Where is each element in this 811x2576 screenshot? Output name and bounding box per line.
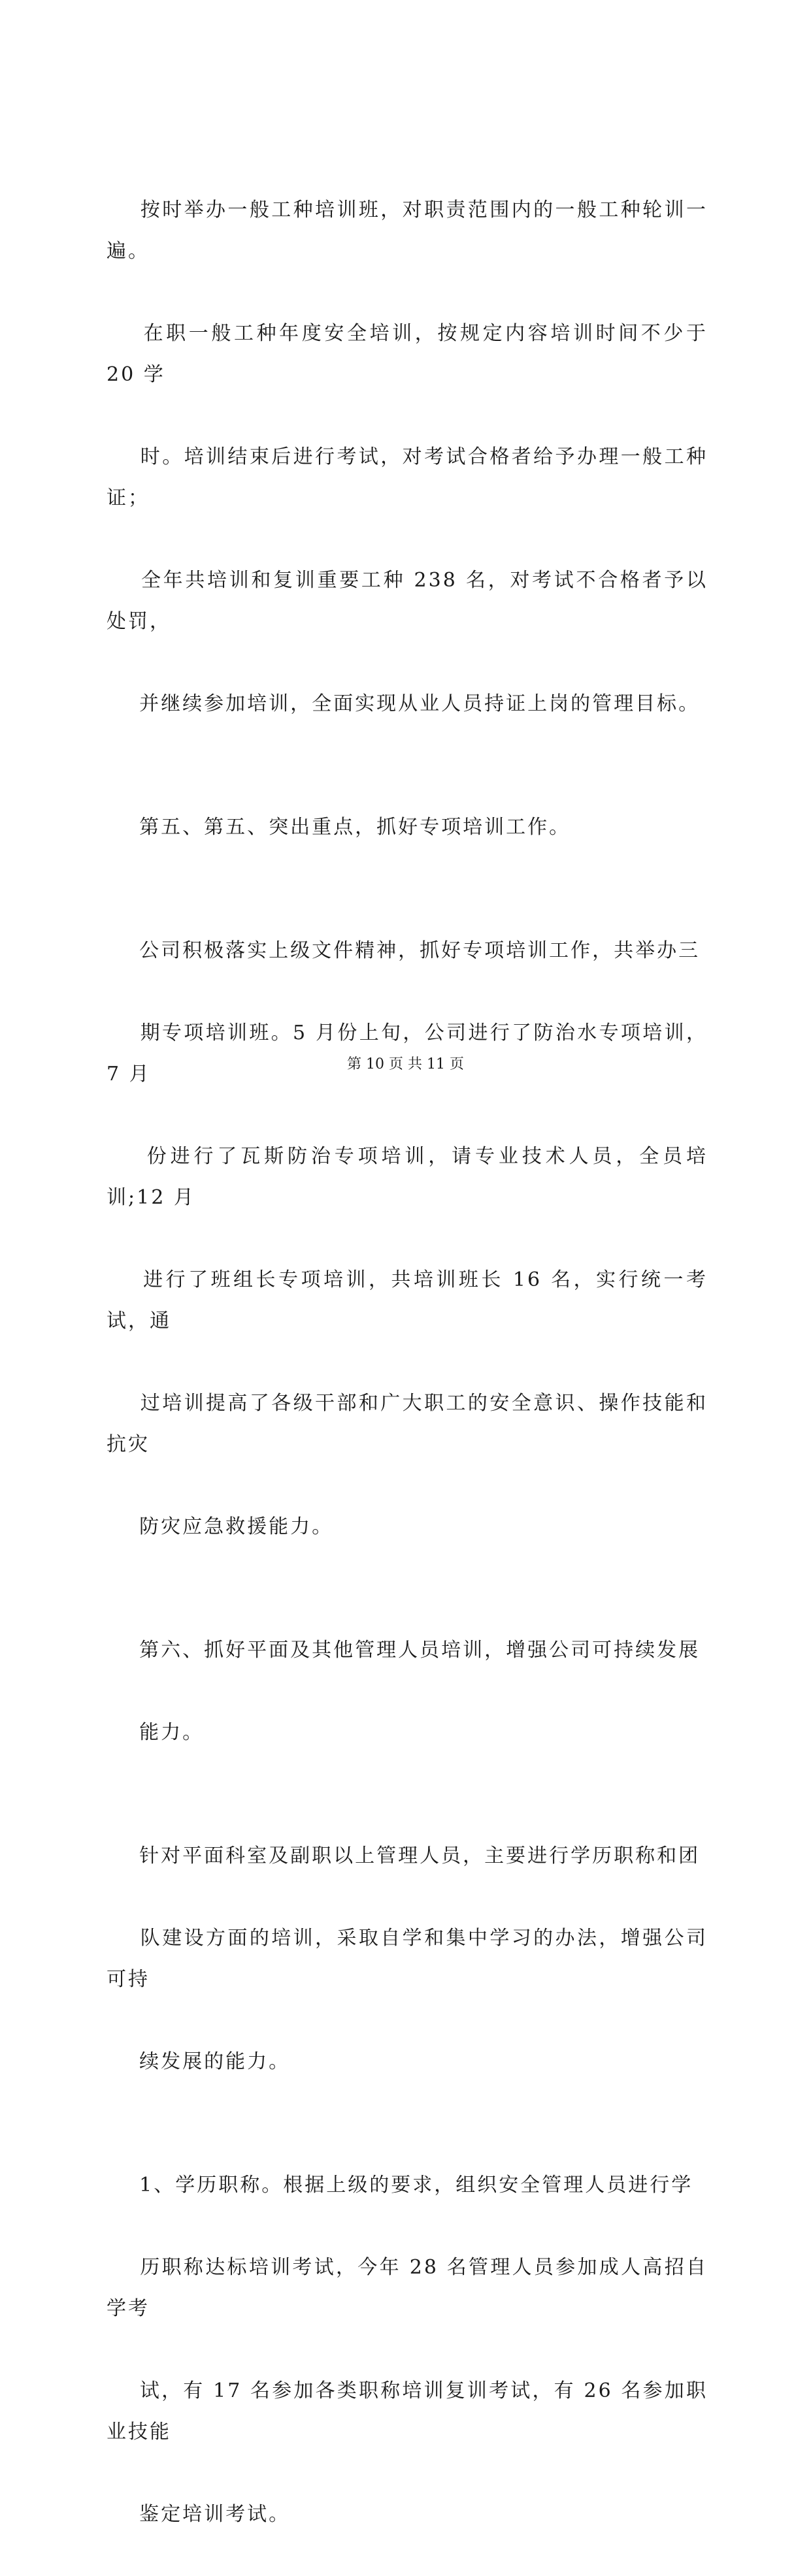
paragraph-1 — [107, 148, 716, 765]
paragraph-line: 时。培训结束后进行考试，对考试合格者给予办理一般工种证； — [107, 445, 708, 509]
heading-section-6 — [107, 1588, 708, 1794]
paragraph-line: 份进行了瓦斯防治专项培训，请专业技术人员，全员培训;12 月 — [107, 1145, 708, 1209]
paragraph-line: 针对平面科室及副职以上管理人员，主要进行学历职称和团 — [139, 1844, 701, 1867]
paragraph-line: 并继续参加培训，全面实现从业人员持证上岗的管理目标。 — [139, 692, 701, 715]
paragraph-line: 在职一般工种年度安全培训，按规定内容培训时间不少于 20 学 — [107, 322, 716, 386]
paragraph-line: 全年共培训和复训重要工种 238 名，对考试不合格者予以处罚， — [107, 569, 708, 633]
paragraph-line: 第五、第五、突出重点，抓好专项培训工作。 — [139, 816, 571, 839]
paragraph-special-training — [107, 889, 708, 1588]
heading-section-5 — [107, 765, 708, 889]
paragraph-line: 1、学历职称。根据上级的要求，组织安全管理人员进行学 — [139, 2174, 693, 2197]
paragraph-line: 能力。 — [139, 1721, 205, 1744]
paragraph-management-training — [107, 1794, 708, 2123]
paragraph-line: 公司积极落实上级文件精神，抓好专项培训工作，共举办三 — [139, 939, 701, 962]
paragraph-line: 历职称达标培训考试，今年 28 名管理人员参加成人高招自学考 — [107, 2256, 708, 2320]
paragraph-line: 按时举办一般工种培训班，对职责范围内的一般工种轮训一遍。 — [107, 199, 708, 263]
paragraph-line: 鉴定培训考试。 — [139, 2503, 291, 2526]
paragraph-education-titles — [107, 2123, 708, 2576]
paragraph-line: 期专项培训班。5 月份上旬，公司进行了防治水专项培训，7 月 — [107, 1022, 708, 1086]
paragraph-line: 过培训提高了各级干部和广大职工的安全意识、操作技能和抗灾 — [107, 1392, 708, 1456]
paragraph-line: 队建设方面的培训，采取自学和集中学习的办法，增强公司可持 — [107, 1927, 708, 1991]
paragraph-line: 进行了班组长专项培训，共培训班长 16 名，实行统一考试，通 — [107, 1268, 708, 1332]
paragraph-line: 第六、抓好平面及其他管理人员培训，增强公司可持续发展 — [139, 1639, 701, 1662]
paragraph-line: 续发展的能力。 — [139, 2050, 291, 2073]
paragraph-line: 试，有 17 名参加各类职称培训复训考试，有 26 名参加职业技能 — [107, 2379, 708, 2443]
paragraph-line: 防灾应急救援能力。 — [139, 1515, 334, 1538]
document-body — [107, 148, 716, 2576]
page-footer — [0, 1053, 811, 1073]
page-number: 第 10 页 共 11 页 — [347, 1056, 464, 1072]
